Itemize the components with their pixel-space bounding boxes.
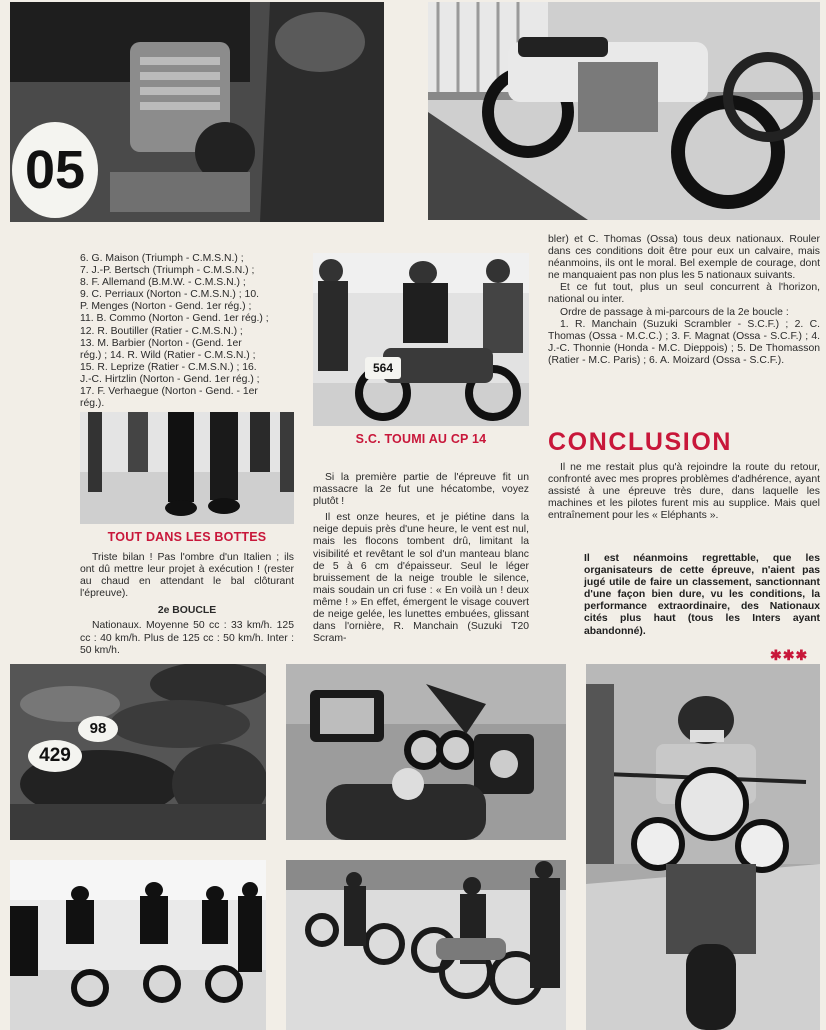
paragraph: Ordre de passage à mi-parcours de la 2e boucle : xyxy=(560,306,789,318)
result-line: rég.). xyxy=(80,398,105,410)
photo-riders-in-snow xyxy=(286,860,566,1030)
results-list xyxy=(80,253,294,410)
race-number-plate: 564 xyxy=(365,357,401,379)
paragraph: Si la première partie de l'épreuve fit un massacre la 2e fut une hécatombe, voyez plutôt ! xyxy=(313,472,529,508)
photo-riders-cp14 xyxy=(313,253,529,426)
result-line: 11. B. Commo (Norton - Gend. 1er rég.) ; xyxy=(80,313,269,325)
race-number-plate: 98 xyxy=(78,716,118,742)
closing-remark: Il est néanmoins regrettable, que les organisateurs de cette épreuve, n'aient pas jugé utile de faire un classement, sanctionnant d'une façon bien dure, vu les conditions, la performance extraordinaire, des Nationaux cités plus haut (tous les Inters ayant abandonné). xyxy=(584,553,820,637)
result-line: 9. C. Perriaux (Norton - C.M.S.N.) ; 10. xyxy=(80,289,259,301)
photo-engine-closeup xyxy=(10,2,384,222)
end-stars: ✱✱✱ xyxy=(770,647,809,663)
paragraph: Et ce fut tout, plus un seul concurrent à l'horizon, national ou inter. xyxy=(548,282,820,306)
race-number-plate: 429 xyxy=(28,740,82,772)
race-number-plate: 05 xyxy=(12,122,98,218)
result-line: 12. R. Boutiller (Ratier - C.M.S.N.) ; xyxy=(80,325,243,337)
caption-toumi-cp14: S.C. TOUMI AU CP 14 xyxy=(355,432,487,446)
photo-parked-motorcycle xyxy=(428,2,820,220)
caption-tout-dans-les-bottes: TOUT DANS LES BOTTES xyxy=(107,530,267,544)
result-line: rég.) ; 14. R. Wild (Ratier - C.M.S.N.) ; xyxy=(80,349,256,361)
result-line: J.-C. Hirtzlin (Norton - Gend. 1er rég.) ; xyxy=(80,373,260,385)
result-line: 7. J.-P. Bertsch (Triumph - C.M.S.N.) ; xyxy=(80,265,255,277)
photo-dashboard-gauges xyxy=(286,664,566,840)
conclusion-text xyxy=(548,462,820,522)
paragraph: Triste bilan ! Pas l'ombre d'un Italien ; ils ont dû mettre leur projet à exécution ! (rester au chaud en attendant le bal clôturant l'épreuve). xyxy=(80,552,294,600)
result-line: 13. M. Barbier (Norton - (Gend. 1er xyxy=(80,337,242,349)
conclusion-heading: CONCLUSION xyxy=(548,428,733,456)
column-2-text xyxy=(313,472,529,645)
paragraph: 1. R. Manchain (Suzuki Scrambler - S.C.F.) ; 2. C. Thomas (Ossa - M.C.C.) ; 3. F. Magnat (Ossa - S.C.F.) ; 4. J.-C. Thonnie (Honda - M.C. Dieppois) ; 5. De Thomasson (Ratier - M.C. Paris) ; 6. A. Moizard (Ossa - S.C.F.). xyxy=(548,318,820,366)
result-line: P. Menges (Norton - Gend. 1er rég.) ; xyxy=(80,301,252,313)
result-line: 8. F. Allemand (B.M.W. - C.M.S.N.) ; xyxy=(80,277,246,289)
paragraph: Il est onze heures, et je piétine dans la neige depuis près d'une heure, le vent est nul, mais les flocons tombent drû, limitant la visibilité et revêtant le sol d'un manteau blanc de 5 à 6 cm d'épaisseur. Seul le léger bruissement de la neige trouble le silence, mais soudain un cri fuse : « En voilà un ! deux même ! » En effet, émergent le visage couvert de neige gelée, les lunettes embuées, glissant dans l'ornière, R. Manchain (Suzuki T20 Scram- xyxy=(313,512,529,645)
photo-boots xyxy=(80,412,294,524)
column-1-text xyxy=(80,552,294,657)
paragraph: Il ne me restait plus qu'à rejoindre la route du retour, confronté avec mes propres problèmes d'adhérence, ayant assisté à une épreuve très dure, dans laquelle les machines et les pilotes furent mis au supplice. Mais quel entraînement pour les « Eléphants ». xyxy=(548,462,820,522)
photo-parked-bikes-row xyxy=(10,664,266,840)
column-3-text xyxy=(548,234,820,367)
result-line: 6. G. Maison (Triumph - C.M.S.N.) ; xyxy=(80,253,244,264)
photo-rider-front xyxy=(586,664,820,1030)
photo-riders-group-start xyxy=(10,860,266,1030)
section-heading: 2e BOUCLE xyxy=(157,605,217,617)
paragraph: bler) et C. Thomas (Ossa) tous deux nationaux. Rouler dans ces conditions doit être pour eux un calvaire, mais néanmoins, ils ont le moral. Bel exemple de courage, dont ne manquaient pas non plus les 5 nationaux suivants. xyxy=(548,234,820,282)
result-line: 15. R. Leprize (Ratier - C.M.S.N.) ; 16. xyxy=(80,361,257,373)
paragraph: Nationaux. Moyenne 50 cc : 33 km/h. 125 cc : 40 km/h. Plus de 125 cc : 50 km/h. Inter : 50 km/h. xyxy=(80,620,294,656)
result-line: 17. F. Verhaegue (Norton - Gend. - 1er xyxy=(80,386,258,398)
